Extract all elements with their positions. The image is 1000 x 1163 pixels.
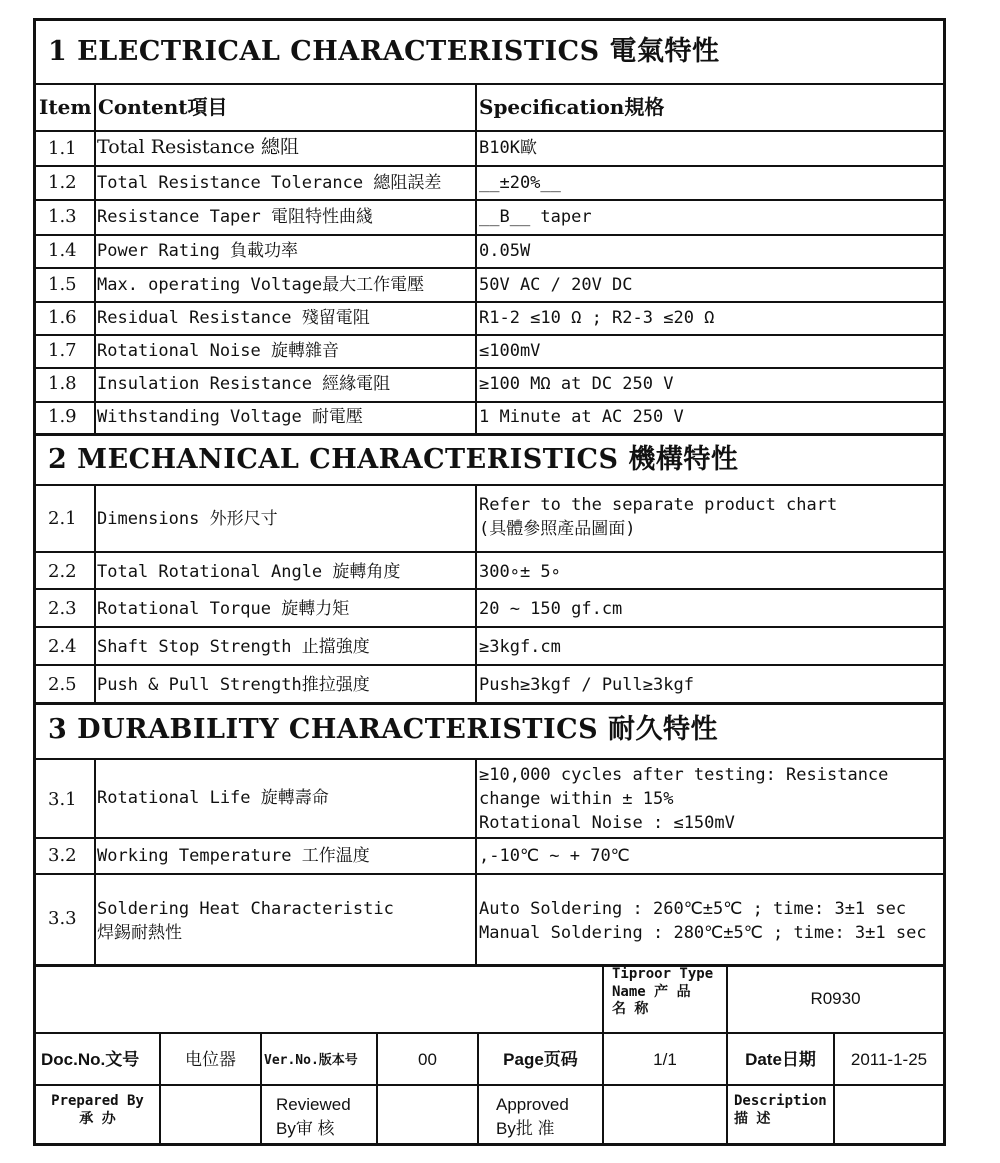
row-divider (36, 1084, 943, 1086)
item-content: Power Rating 負載功率 (97, 241, 299, 261)
date-label: Date日期 (745, 1050, 816, 1069)
col-divider (833, 1032, 835, 1143)
item-number: 2.4 (48, 636, 77, 657)
item-number: 1.3 (48, 206, 77, 227)
item-number: 1.5 (48, 274, 77, 295)
doc-no-label: Doc.No.文号 (41, 1050, 140, 1069)
section-heading-mechanical: 2 MECHANICAL CHARACTERISTICS 機構特性 (48, 444, 739, 475)
row-divider (36, 199, 943, 201)
item-number: 2.3 (48, 598, 77, 619)
description-label: Description 描 述 (734, 1093, 827, 1127)
item-number: 2.1 (48, 508, 77, 529)
item-spec: __B__ taper (479, 207, 592, 227)
page-value: 1/1 (653, 1050, 677, 1069)
item-spec: ,-10℃ ~ + 70℃ (479, 846, 630, 866)
item-content: Rotational Torque 旋轉力矩 (97, 599, 350, 619)
item-spec: Auto Soldering : 260℃±5℃ ; time: 3±1 sec Manual Soldering : 280℃±5℃ ; time: 3±1 sec (479, 899, 927, 943)
item-content: Resistance Taper 電阻特性曲綫 (97, 207, 373, 227)
date-value: 2011-1-25 (850, 1050, 928, 1069)
item-content: Total Resistance 總阻 (97, 136, 299, 158)
spec-sheet (33, 18, 946, 1146)
ver-no-label: Ver.No.版本号 (264, 1053, 358, 1068)
item-number: 3.2 (48, 845, 77, 866)
item-content: Max. operating Voltage最大工作電壓 (97, 275, 425, 295)
row-divider (36, 626, 943, 628)
item-content: Soldering Heat Characteristic 焊錫耐熱性 (97, 899, 394, 943)
item-spec: R1-2 ≤10 Ω ; R2-3 ≤20 Ω (479, 308, 715, 328)
approved-by-label: Approved By批 准 (496, 1095, 569, 1138)
item-number: 3.3 (48, 908, 77, 929)
row-divider (36, 165, 943, 167)
row-divider (36, 401, 943, 403)
row-divider (36, 588, 943, 590)
item-number: 1.8 (48, 373, 77, 394)
col-divider (94, 758, 96, 964)
row-divider (36, 301, 943, 303)
item-spec: ≥10,000 cycles after testing: Resistance change within ± 15% Rotational Noise : ≤150mV (479, 765, 889, 833)
col-divider (376, 1032, 378, 1143)
section-heading-durability: 3 DURABILITY CHARACTERISTICS 耐久特性 (48, 714, 719, 745)
item-content: Rotational Life 旋轉壽命 (97, 788, 329, 808)
type-name-value: R0930 (810, 989, 861, 1008)
reviewed-by-label: Reviewed By审 核 (276, 1095, 351, 1138)
page-label: Page页码 (503, 1050, 578, 1069)
row-divider (36, 267, 943, 269)
row-divider (36, 334, 943, 336)
row-divider (36, 664, 943, 666)
item-number: 1.1 (48, 138, 77, 159)
row-divider (36, 234, 943, 236)
section-divider (36, 433, 943, 436)
col-divider (475, 83, 477, 433)
col-divider (477, 1032, 479, 1143)
item-number: 2.2 (48, 561, 77, 582)
row-divider (36, 873, 943, 875)
item-spec: 1 Minute at AC 250 V (479, 407, 684, 427)
col-divider (475, 484, 477, 702)
item-number: 1.6 (48, 307, 77, 328)
item-content: Total Rotational Angle 旋轉角度 (97, 562, 401, 582)
item-spec: Refer to the separate product chart (具體參照產品圖面) (479, 495, 838, 539)
row-divider (36, 837, 943, 839)
column-header-specification: Specification規格 (479, 95, 665, 119)
item-content: Insulation Resistance 經緣電阻 (97, 374, 391, 394)
col-divider (602, 964, 604, 1032)
item-spec: ≤100mV (479, 341, 541, 361)
column-header-item: Item (39, 95, 92, 119)
ver-no-value: 00 (418, 1050, 437, 1069)
item-number: 1.9 (48, 406, 77, 427)
item-spec: ≥3kgf.cm (479, 637, 561, 657)
row-divider (36, 484, 943, 486)
prepared-by-label: Prepared By 承 办 (51, 1093, 144, 1127)
item-content: Rotational Noise 旋轉雜音 (97, 341, 339, 361)
item-content: Shaft Stop Strength 止擋強度 (97, 637, 370, 657)
col-divider (94, 83, 96, 433)
item-number: 1.4 (48, 240, 77, 261)
row-divider (36, 130, 943, 132)
col-divider (726, 1032, 728, 1143)
table-footer-divider (36, 964, 943, 967)
doc-no-value: 电位器 (185, 1050, 236, 1069)
type-name-label: Tiproor Type Name 产 品 名 称 (612, 966, 714, 1017)
item-spec: 20 ~ 150 gf.cm (479, 599, 623, 619)
item-spec: Push≥3kgf / Pull≥3kgf (479, 675, 694, 695)
item-spec: 0.05W (479, 241, 531, 261)
item-spec: 300∘± 5∘ (479, 562, 561, 582)
item-number: 3.1 (48, 789, 77, 810)
item-spec: __±20%__ (479, 173, 561, 193)
item-content: Push & Pull Strength推拉强度 (97, 675, 370, 695)
row-divider (36, 758, 943, 760)
item-spec: 50V AC / 20V DC (479, 275, 633, 295)
row-divider (36, 83, 943, 85)
item-content: Residual Resistance 殘留電阻 (97, 308, 370, 328)
item-content: Total Resistance Tolerance 總阻誤差 (97, 173, 442, 193)
row-divider (36, 1032, 943, 1034)
col-divider (159, 1032, 161, 1143)
item-content: Dimensions 外形尺寸 (97, 509, 278, 529)
item-number: 2.5 (48, 674, 77, 695)
section-heading-electrical: 1 ELECTRICAL CHARACTERISTICS 電氣特性 (48, 36, 720, 67)
row-divider (36, 551, 943, 553)
col-divider (602, 1032, 604, 1143)
section-divider (36, 702, 943, 705)
col-divider (94, 484, 96, 702)
item-content: Withstanding Voltage 耐電壓 (97, 407, 363, 427)
item-content: Working Temperature 工作温度 (97, 846, 370, 866)
item-number: 1.7 (48, 340, 77, 361)
item-number: 1.2 (48, 172, 77, 193)
item-spec: B10K歐 (479, 138, 537, 158)
col-divider (260, 1032, 262, 1143)
col-divider (475, 758, 477, 964)
column-header-content: Content項目 (98, 95, 228, 119)
row-divider (36, 367, 943, 369)
item-spec: ≥100 MΩ at DC 250 V (479, 374, 674, 394)
